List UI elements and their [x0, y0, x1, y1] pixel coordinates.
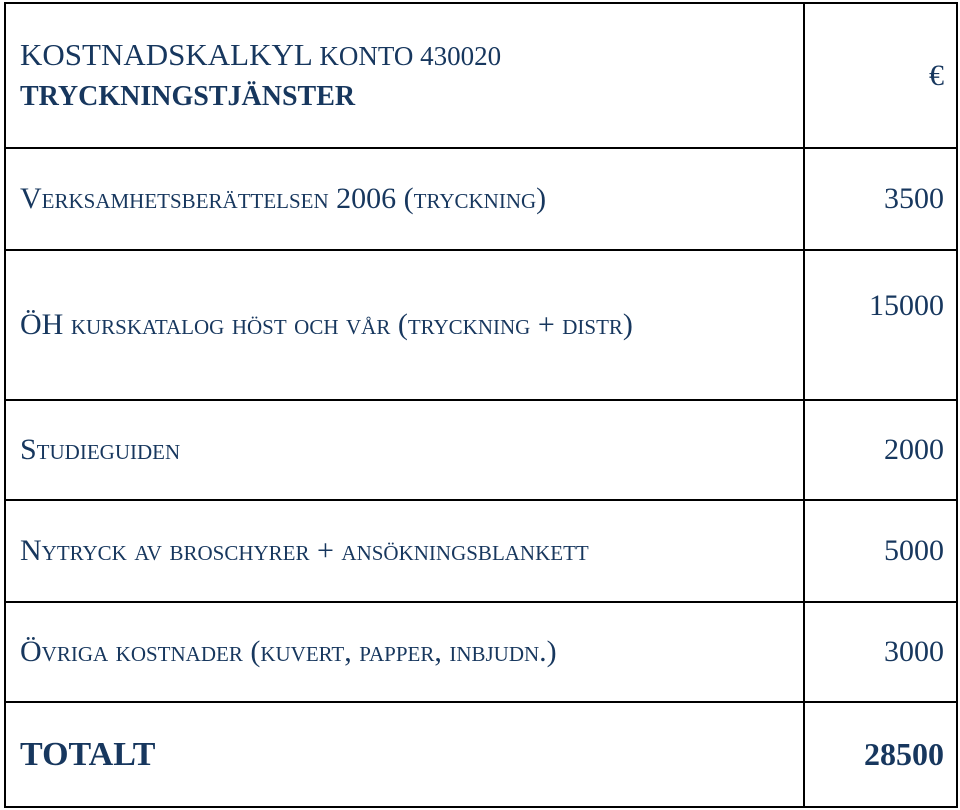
currency-symbol: €	[804, 3, 957, 148]
row-amount: 5000	[804, 500, 957, 602]
total-row	[5, 702, 957, 807]
row-amount: 2000	[804, 400, 957, 500]
table-row	[5, 250, 957, 400]
account-number: KONTO 430020	[319, 41, 502, 71]
title-main: KOSTNADSKALKYL	[20, 37, 312, 72]
total-amount: 28500	[804, 702, 957, 807]
row-description	[5, 250, 804, 400]
table-subtitle: TRYCKNINGSTJÄNSTER	[20, 81, 356, 112]
row-amount: 3000	[804, 602, 957, 702]
row-amount: 3500	[804, 148, 957, 250]
row-description: Nytryck av broschyrer + ansökningsblankett	[5, 500, 804, 602]
row-description-text: ÖH kurskatalog höst och vår (tryckning + distr)	[20, 308, 633, 341]
row-description: Övriga kostnader (kuvert, papper, inbjudn.)	[5, 602, 804, 702]
header-cell	[5, 3, 804, 148]
total-label: TOTALT	[5, 702, 804, 807]
table-row	[5, 400, 957, 500]
table-row	[5, 148, 957, 250]
table-title	[20, 34, 789, 77]
cost-estimate-table	[4, 2, 958, 808]
table-row	[5, 602, 957, 702]
row-amount: 15000	[804, 250, 957, 400]
header-row	[5, 3, 957, 148]
row-description: Studieguiden	[5, 400, 804, 500]
row-description: Verksamhetsberättelsen 2006 (tryckning)	[5, 148, 804, 250]
table-row	[5, 500, 957, 602]
